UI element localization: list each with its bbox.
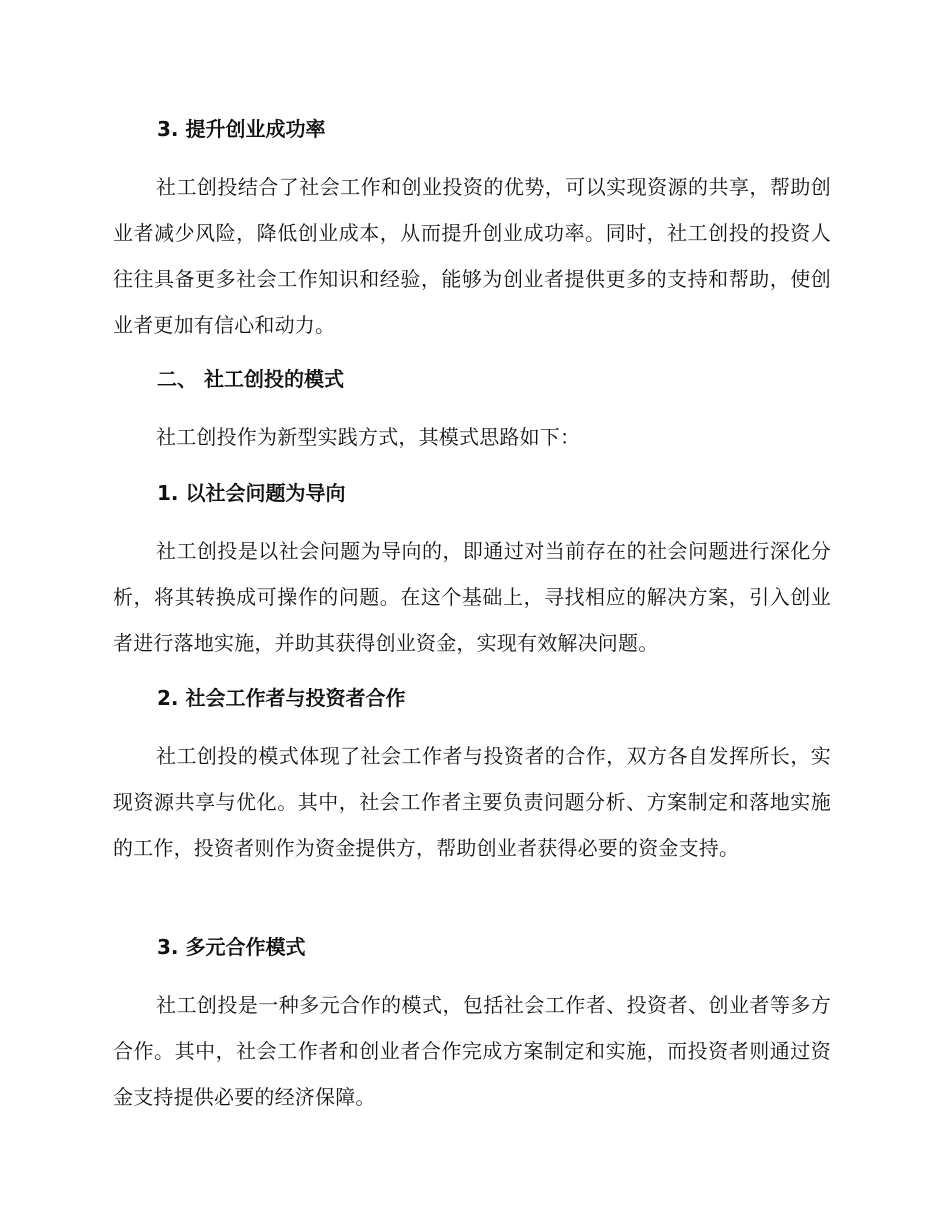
- section-heading-cooperation: 2. 社会工作者与投资者合作: [157, 686, 406, 710]
- section-paragraph-cooperation: 社工创投的模式体现了社会工作者与投资者的合作，双方各自发挥所长，实现资源共享与优化。其中，社会工作者主要负责问题分析、方案制定和落地实施的工作，投资者则作为资金提供方，帮助创业者获得必要的资金支持。: [113, 744, 831, 860]
- section-heading-model: 二、 社工创投的模式: [157, 367, 344, 391]
- section-heading-problem-oriented: 1. 以社会问题为导向: [157, 481, 346, 505]
- section-heading-multi-cooperation: 3. 多元合作模式: [157, 935, 306, 959]
- section-paragraph-model: 社工创投作为新型实践方式，其模式思路如下：: [156, 425, 581, 449]
- section-paragraph-multi-cooperation: 社工创投是一种多元合作的模式，包括社会工作者、投资者、创业者等多方合作。其中，社会工作者和创业者合作完成方案制定和实施，而投资者则通过资金支持提供必要的经济保障。: [113, 993, 831, 1109]
- section-heading-success-rate: 3. 提升创业成功率: [157, 117, 326, 141]
- section-paragraph-problem-oriented: 社工创投是以社会问题为导向的，即通过对当前存在的社会问题进行深化分析，将其转换成可操作的问题。在这个基础上，寻找相应的解决方案，引入创业者进行落地实施，并助其获得创业资金，实现有效解决问题。: [113, 539, 831, 655]
- section-paragraph-success-rate: 社工创投结合了社会工作和创业投资的优势，可以实现资源的共享，帮助创业者减少风险，降低创业成本，从而提升创业成功率。同时，社工创投的投资人往往具备更多社会工作知识和经验，能够为创业者提供更多的支持和帮助，使创业者更加有信心和动力。: [113, 175, 831, 337]
